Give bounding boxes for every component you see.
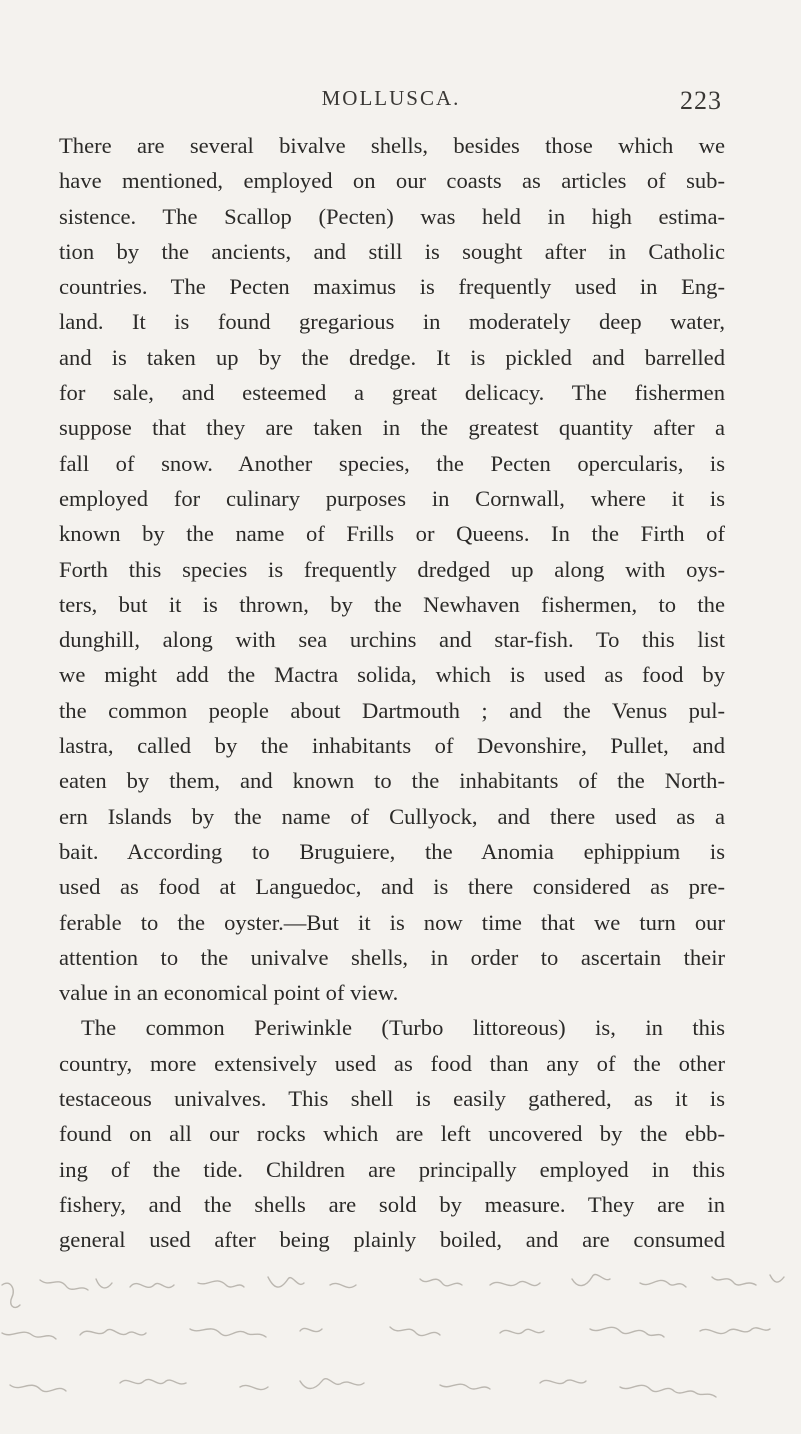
text-line: Forth this species is frequently dredged up along with oys- [59, 556, 725, 582]
text-line: dunghill, along with sea urchins and star-fish. To this list [59, 627, 725, 653]
text-line: land. It is found gregarious in moderately deep water, [59, 309, 725, 335]
page-number: 223 [680, 86, 722, 115]
text-line: ferable to the oyster.—But it is now time that we turn our [59, 909, 725, 935]
running-title: MOLLUSCA. [321, 86, 461, 110]
text-line: ern Islands by the name of Cullyock, and there used as a [59, 803, 725, 829]
text-line: attention to the univalve shells, in order to ascertain their [59, 944, 725, 970]
text-line: found on all our rocks which are left uncovered by the ebb- [59, 1121, 725, 1147]
text-line: the common people about Dartmouth ; and the Venus pul- [59, 697, 725, 723]
text-line: testaceous univalves. This shell is easily gathered, as it is [59, 1086, 725, 1112]
text-line: ters, but it is thrown, by the Newhaven fishermen, to the [59, 591, 725, 617]
text-line: ing of the tide. Children are principally employed in this [59, 1156, 725, 1182]
text-line: fishery, and the shells are sold by measure. They are in [59, 1191, 725, 1217]
text-line: tion by the ancients, and still is sought after in Catholic [59, 238, 725, 264]
text-line: sistence. The Scallop (Pecten) was held in high estima- [59, 203, 725, 229]
text-line: fall of snow. Another species, the Pecten opercularis, is [59, 450, 725, 476]
text-line: bait. According to Bruguiere, the Anomia ephippium is [59, 838, 725, 864]
text-line: lastra, called by the inhabitants of Devonshire, Pullet, and [59, 733, 725, 759]
text-line: used as food at Languedoc, and is there considered as pre- [59, 874, 725, 900]
pencil-scribbles [0, 1255, 801, 1434]
text-line: value in an economical point of view. [59, 980, 399, 1006]
text-line: The common Periwinkle (Turbo littoreous) is, in this [81, 1015, 725, 1041]
text-line: eaten by them, and known to the inhabitants of the North- [59, 768, 725, 794]
body-text [59, 128, 725, 1258]
text-line: employed for culinary purposes in Cornwall, where it is [59, 485, 725, 511]
running-head [60, 86, 722, 126]
text-line: and is taken up by the dredge. It is pickled and barrelled [59, 344, 725, 370]
text-line: countries. The Pecten maximus is frequently used in Eng- [59, 274, 725, 300]
text-line: country, more extensively used as food than any of the other [59, 1050, 725, 1076]
text-line: suppose that they are taken in the greatest quantity after a [59, 415, 725, 441]
text-line: There are several bivalve shells, besides those which we [59, 133, 725, 158]
text-line: for sale, and esteemed a great delicacy. The fishermen [59, 380, 725, 406]
text-line: general used after being plainly boiled, and are consumed [59, 1227, 725, 1253]
text-line: we might add the Mactra solida, which is used as food by [59, 662, 725, 688]
text-line: known by the name of Frills or Queens. In the Firth of [59, 521, 725, 547]
text-line: have mentioned, employed on our coasts as articles of sub- [59, 168, 725, 194]
